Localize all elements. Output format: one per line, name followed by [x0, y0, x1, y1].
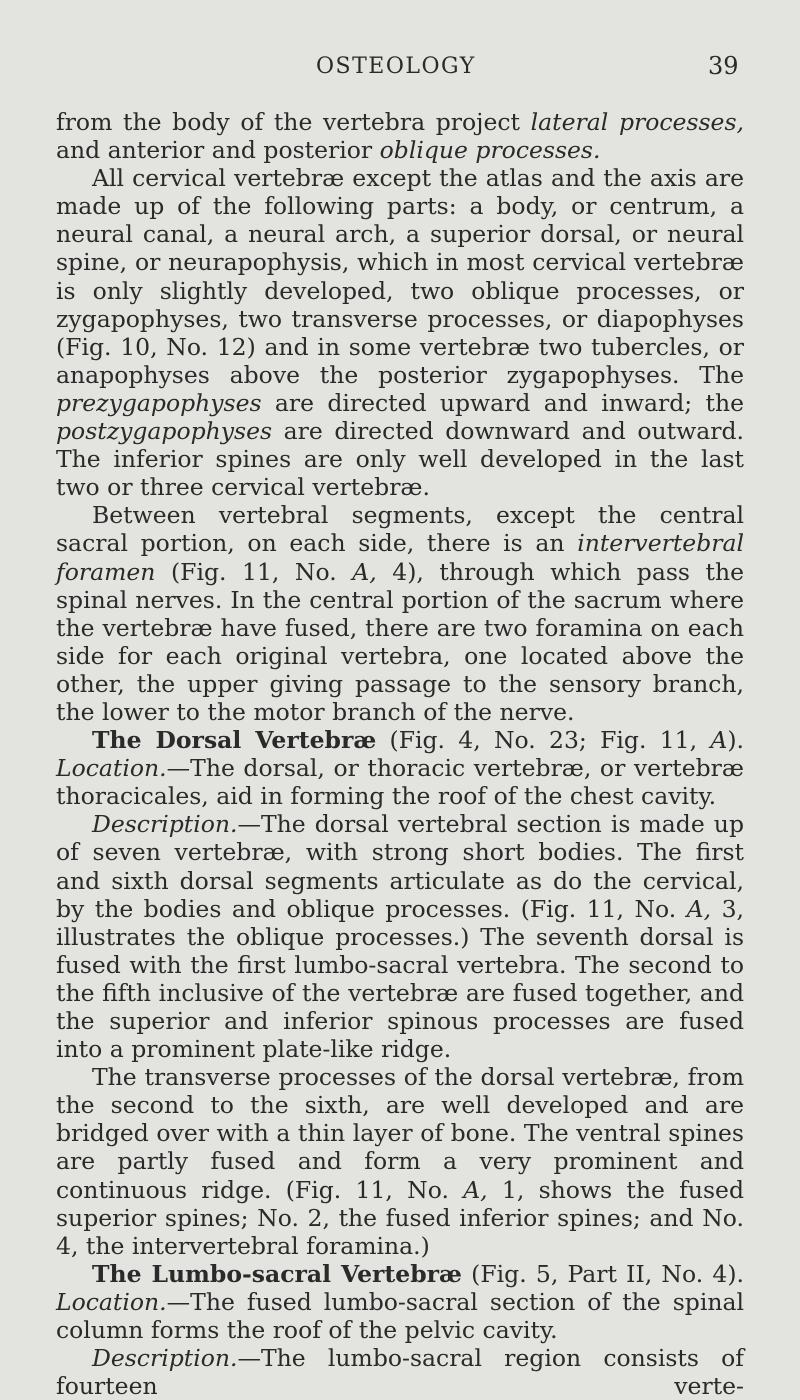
italic-term: postzygapophyses — [56, 417, 273, 446]
paragraph-dorsal-transverse — [56, 1063, 744, 1260]
italic-term: prezygapophyses — [56, 388, 262, 417]
text-run: (Fig. 4, No. 23; Fig. 11, — [376, 726, 711, 755]
italic-term: oblique processes. — [379, 136, 601, 165]
text-run: All cervical vertebræ except the atlas and the axis are made up of the following parts: a body, or centrum, a neural canal, a neural arch, a superior dorsal, or neural spine, or neurapophysis, which in most cervical vertebræ is only slightly developed, two oblique processes, or zygapophyses, two transverse processes, or diapophyses (Fig. 10, No. 12) and in some vertebræ two tubercles, or anapophyses above the posterior zygapophyses. The — [56, 164, 744, 389]
italic-term: A, — [352, 557, 377, 586]
text-run: from the body of the vertebra project — [56, 108, 531, 136]
page-header — [0, 48, 800, 88]
italic-term: A — [710, 726, 728, 755]
italic-term: A, — [463, 1175, 488, 1204]
text-run: Between vertebral segments, except the central sacral portion, on each side, there is an — [56, 501, 744, 558]
page-number: 39 — [708, 52, 739, 80]
section-heading: The Lumbo-sacral Vertebræ — [92, 1259, 462, 1288]
italic-term: Location. — [56, 1287, 167, 1316]
text-run: —The dorsal, or thoracic vertebræ, or vertebræ thoracicales, aid in forming the roof of the chest cavity. — [56, 754, 744, 811]
italic-term: Description. — [92, 810, 238, 839]
italic-term: intervertebral foramen — [56, 529, 744, 586]
running-head: OSTEOLOGY — [316, 54, 476, 79]
paragraph-intervertebral-foramen — [56, 501, 744, 726]
paragraph-lumbo-sacral-location — [56, 1260, 744, 1344]
text-run: —The fused lumbo-sacral section of the spinal column forms the roof of the pelvic cavity. — [56, 1287, 744, 1345]
text-run: are directed downward and outward. The inferior spines are only well developed in the last two or three cervical vertebræ. — [56, 417, 744, 502]
text-run: —The lumbo-sacral region consists of fourteen verte- — [56, 1344, 744, 1400]
text-run: are directed upward and inward; the — [261, 388, 744, 417]
paragraph-lateral-processes — [56, 108, 744, 164]
paragraph-dorsal-description — [56, 810, 744, 1063]
italic-term: A, — [686, 894, 712, 923]
text-run: ). — [727, 726, 744, 755]
text-run: (Fig. 5, Part II, No. 4). — [461, 1259, 744, 1288]
text-run: 3, illustrates the oblique processes.) The seventh dorsal is fused with the first lumbo-sacral vertebra. The second to the fifth inclusive of the vertebræ are fused together, and the superior and inferior spinous processes are fused into a prominent plate-like ridge. — [56, 894, 744, 1064]
text-run: 4), through which pass the spinal nerves. In the central portion of the sacrum where the vertebræ have fused, there are two foramina on each side for each original vertebra, one located above the other, the upper giving passage to the sensory branch, the lower to the motor branch of the nerve. — [56, 557, 745, 726]
text-run: The transverse processes of the dorsal vertebræ, from the second to the sixth, are well developed and are bridged over with a thin layer of bone. The ventral spines are partly fused and form a very prominent and continuous ridge. (Fig. 11, No. — [56, 1063, 744, 1204]
paragraph-dorsal-location — [56, 726, 744, 810]
text-run: —The dorsal vertebral section is made up of seven vertebræ, with strong short bodies. The first and sixth dorsal segments articulate as do the cervical, by the bodies and oblique processes. (Fig. 11, No. — [56, 810, 744, 923]
italic-term: lateral processes, — [530, 108, 744, 136]
italic-term: Location. — [56, 754, 167, 783]
section-heading: The Dorsal Vertebræ — [92, 726, 377, 755]
paragraph-lumbo-sacral-description — [56, 1344, 744, 1400]
italic-term: Description. — [92, 1344, 238, 1373]
text-run: 1, shows the fused superior spines; No. 2, the fused inferior spines; and No. 4, the intervertebral foramina.) — [56, 1175, 744, 1260]
text-run: and anterior and posterior — [56, 136, 380, 165]
text-run: (Fig. 11, No. — [155, 557, 353, 586]
paragraph-cervical-parts — [56, 164, 744, 501]
body-text — [56, 108, 744, 1400]
